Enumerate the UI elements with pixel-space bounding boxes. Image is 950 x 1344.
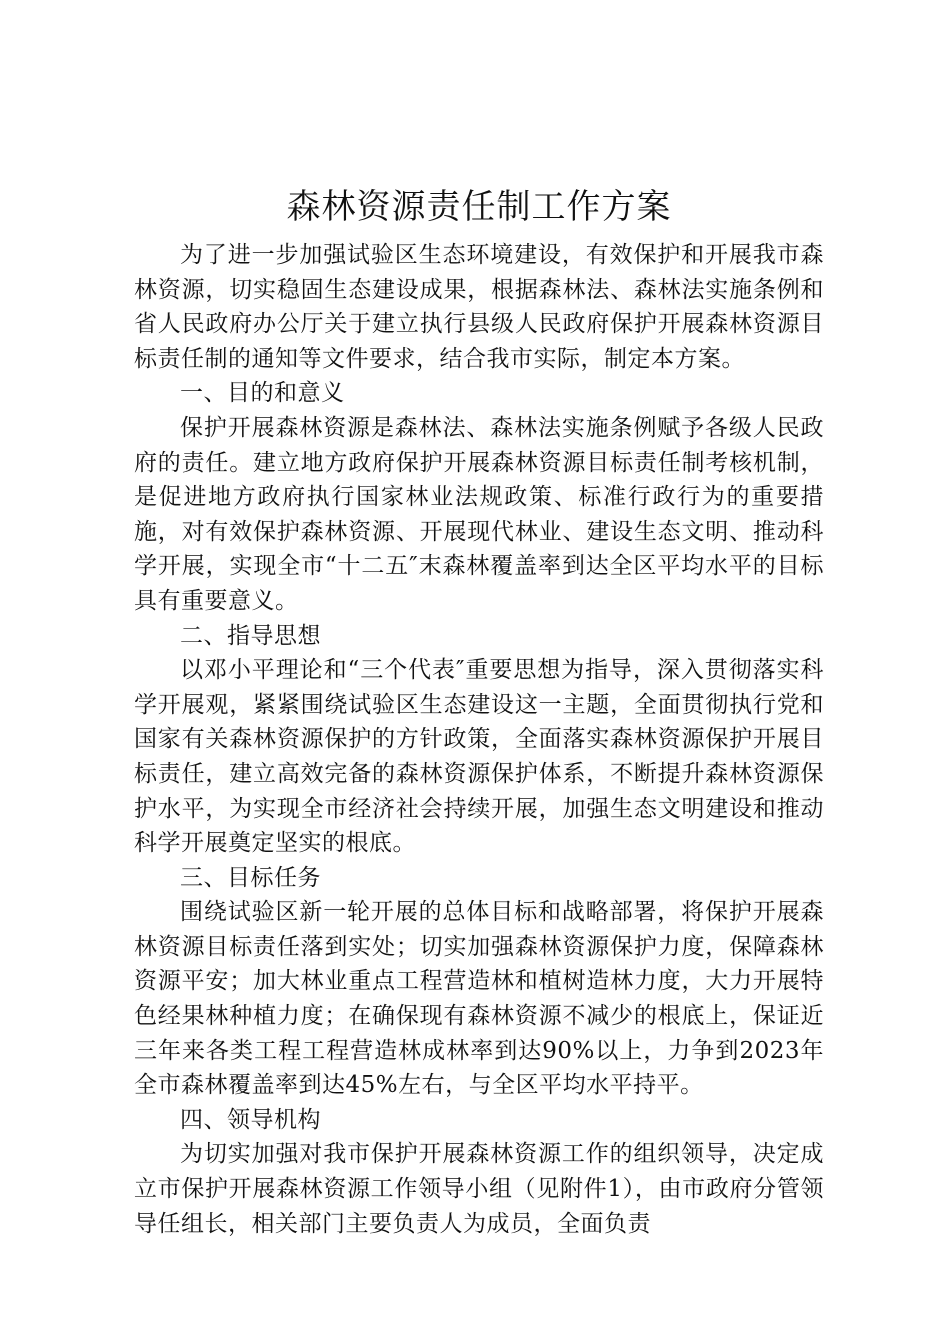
section-heading-purpose: 一、目的和意义: [180, 380, 345, 407]
document-page: [134, 180, 824, 1241]
document-title: 森林资源责任制工作方案: [286, 187, 672, 227]
intro-paragraph: 为了进一步加强试验区生态环境建设，有效保护和开展我市森林资源，切实稳固生态建设成果，根据森林法、森林法实施条例和省人民政府办公厅关于建立执行县级人民政府保护开展森林资源目标责任制的通知等文件要求，结合我市实际，制定本方案。: [134, 242, 824, 372]
section-heading-guiding-thought: 二、指导思想: [180, 622, 321, 649]
section-body-purpose: 保护开展森林资源是森林法、森林法实施条例赋予各级人民政府的责任。建立地方政府保护开展森林资源目标责任制考核机制，是促进地方政府执行国家林业法规政策、标准行政行为的重要措施，对有效保护森林资源、开展现代林业、建设生态文明、推动科学开展，实现全市“十二五″末森林覆盖率到达全区平均水平的目标具有重要意义。: [134, 414, 824, 614]
section-body-guiding-thought: 以邓小平理论和“三个代表″重要思想为指导，深入贯彻落实科学开展观，紧紧围绕试验区生态建设这一主题，全面贯彻执行党和国家有关森林资源保护的方针政策，全面落实森林资源保护开展目标责任，建立高效完备的森林资源保护体系，不断提升森林资源保护水平，为实现全市经济社会持续开展，加强生态文明建设和推动科学开展奠定坚实的根底。: [134, 657, 824, 857]
section-heading-leadership: 四、领导机构: [180, 1106, 321, 1133]
section-body-leadership: 为切实加强对我市保护开展森林资源工作的组织领导，决定成立市保护开展森林资源工作领导小组（见附件1），由市政府分管领导任组长，相关部门主要负责人为成员，全面负责: [134, 1141, 824, 1237]
section-heading-goals: 三、目标任务: [180, 864, 321, 891]
section-body-goals: 围绕试验区新一轮开展的总体目标和战略部署，将保护开展森林资源目标责任落到实处；切实加强森林资源保护力度，保障森林资源平安；加大林业重点工程营造林和植树造林力度，大力开展特色经果林种植力度；在确保现有森林资源不减少的根底上，保证近三年来各类工程工程营造林成林率到达90%以上，力争到2023年全市森林覆盖率到达45%左右，与全区平均水平持平。: [134, 899, 824, 1099]
